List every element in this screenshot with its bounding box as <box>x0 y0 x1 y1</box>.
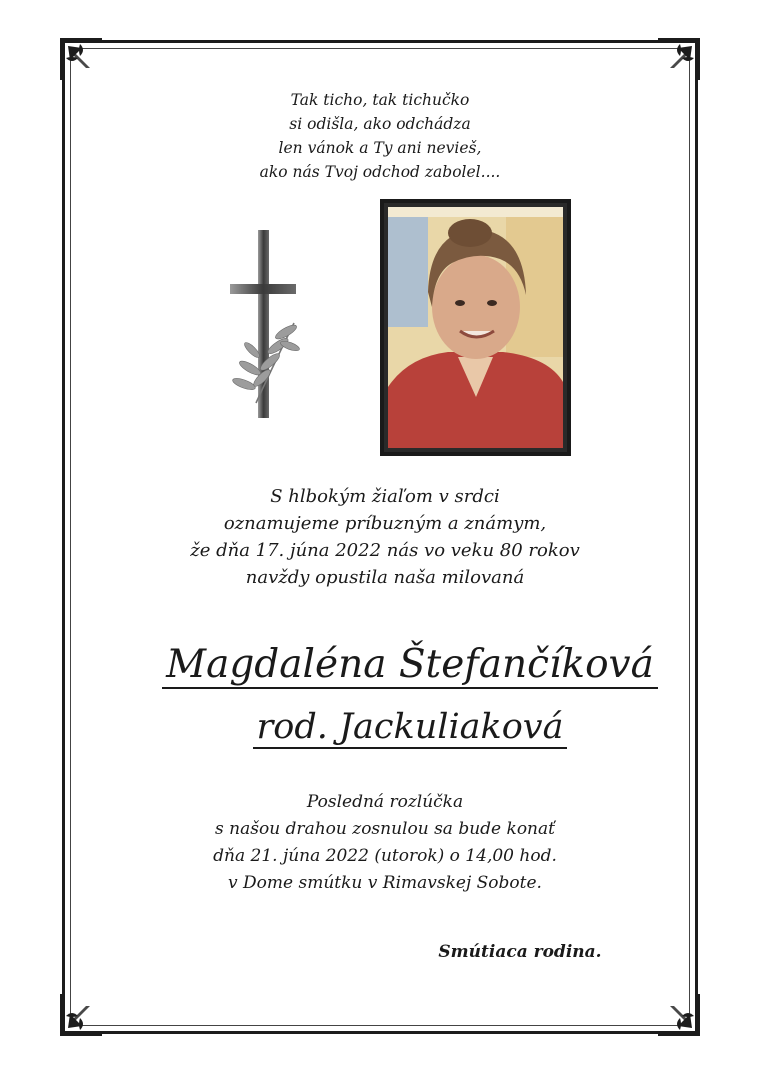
announcement-line: oznamujeme príbuzným a známym, <box>223 513 547 534</box>
corner-ornament-icon <box>658 38 700 80</box>
corner-ornament-icon <box>60 994 102 1036</box>
funeral-line: dňa 21. júna 2022 (utorok) o 14,00 hod. <box>213 846 557 866</box>
funeral-line: s našou drahou zosnulou sa bude konať <box>215 819 555 839</box>
deceased-name: Magdaléna Štefančíková <box>162 642 658 689</box>
poem-line: Tak ticho, tak tichučko <box>290 91 470 109</box>
announcement-text <box>190 483 580 591</box>
maiden-name-block <box>140 705 680 749</box>
corner-ornament-icon <box>60 38 102 80</box>
poem-line: si odišla, ako odchádza <box>289 115 471 133</box>
family-signature: Smútiaca rodina. <box>438 942 602 962</box>
portrait-photo <box>380 199 571 456</box>
announcement-line: navždy opustila naša milovaná <box>245 567 525 588</box>
poem-line: ako nás Tvoj odchod zabolel.... <box>259 163 501 181</box>
funeral-line: Posledná rozlúčka <box>306 792 464 812</box>
maiden-name: rod. Jackuliaková <box>253 707 568 749</box>
corner-ornament-icon <box>658 994 700 1036</box>
deceased-name-block <box>140 643 680 687</box>
funeral-line: v Dome smútku v Rimavskej Sobote. <box>228 873 542 893</box>
announcement-line: S hlbokým žiaľom v srdci <box>270 486 500 507</box>
cross-icon <box>222 228 312 423</box>
poem-line: len vánok a Ty ani nevieš, <box>278 139 482 157</box>
announcement-line: že dňa 17. júna 2022 nás vo veku 80 rokov <box>190 540 580 561</box>
funeral-details <box>170 789 600 897</box>
memorial-poem <box>200 88 560 184</box>
